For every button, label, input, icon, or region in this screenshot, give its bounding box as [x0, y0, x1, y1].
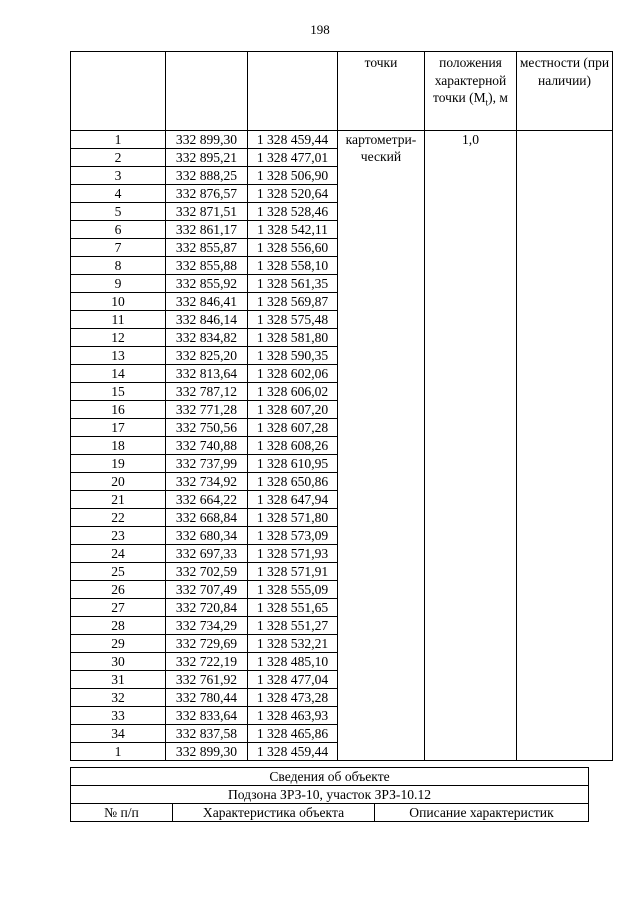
coordinate-y: 1 328 602,06 — [248, 365, 338, 383]
coordinate-y: 1 328 520,64 — [248, 185, 338, 203]
coordinate-y: 1 328 558,10 — [248, 257, 338, 275]
coordinate-x: 332 846,41 — [166, 293, 248, 311]
header-cell-accuracy: положения характерной точки $(M_t)$, м — [425, 52, 517, 131]
coordinate-y: 1 328 542,11 — [248, 221, 338, 239]
coordinate-y: 1 328 551,65 — [248, 599, 338, 617]
coordinate-x: 332 895,21 — [166, 149, 248, 167]
coordinate-x: 332 722,19 — [166, 653, 248, 671]
coordinate-x: 332 697,33 — [166, 545, 248, 563]
coordinates-table — [70, 51, 613, 761]
point-number: 14 — [71, 365, 166, 383]
coordinate-y: 1 328 477,01 — [248, 149, 338, 167]
coordinate-x: 332 834,82 — [166, 329, 248, 347]
coordinate-y: 1 328 551,27 — [248, 617, 338, 635]
coordinate-y: 1 328 459,44 — [248, 131, 338, 149]
point-number: 9 — [71, 275, 166, 293]
point-number: 11 — [71, 311, 166, 329]
header-cell-description: местности (при наличии) — [517, 52, 613, 131]
table-header-row — [71, 52, 613, 131]
point-number: 20 — [71, 473, 166, 491]
coordinate-x: 332 707,49 — [166, 581, 248, 599]
coordinate-x: 332 855,88 — [166, 257, 248, 275]
point-number: 17 — [71, 419, 166, 437]
point-number: 1 — [71, 131, 166, 149]
info-subtitle: Подзона ЗРЗ-10, участок ЗРЗ-10.12 — [71, 786, 589, 804]
point-number: 5 — [71, 203, 166, 221]
coordinate-y: 1 328 555,09 — [248, 581, 338, 599]
coordinate-y: 1 328 477,04 — [248, 671, 338, 689]
point-number: 33 — [71, 707, 166, 725]
accuracy-cell: 1,0 — [425, 131, 517, 761]
coordinate-y: 1 328 463,93 — [248, 707, 338, 725]
info-col-characteristic: Характеристика объекта — [173, 804, 375, 822]
coordinate-x: 332 780,44 — [166, 689, 248, 707]
header-cell-y — [248, 52, 338, 131]
coordinate-x: 332 729,69 — [166, 635, 248, 653]
point-number: 24 — [71, 545, 166, 563]
coordinate-y: 1 328 459,44 — [248, 743, 338, 761]
coordinate-y: 1 328 575,48 — [248, 311, 338, 329]
coordinate-x: 332 680,34 — [166, 527, 248, 545]
coordinate-y: 1 328 608,26 — [248, 437, 338, 455]
coordinate-y: 1 328 650,86 — [248, 473, 338, 491]
point-number: 27 — [71, 599, 166, 617]
point-number: 31 — [71, 671, 166, 689]
info-col-number: № п/п — [71, 804, 173, 822]
coordinate-x: 332 702,59 — [166, 563, 248, 581]
coordinate-y: 1 328 581,80 — [248, 329, 338, 347]
coordinate-y: 1 328 571,91 — [248, 563, 338, 581]
description-cell — [517, 131, 613, 761]
coordinate-y: 1 328 485,10 — [248, 653, 338, 671]
point-number: 2 — [71, 149, 166, 167]
point-number: 10 — [71, 293, 166, 311]
coordinate-y: 1 328 532,21 — [248, 635, 338, 653]
point-number: 32 — [71, 689, 166, 707]
info-title: Сведения об объекте — [71, 768, 589, 786]
point-number: 6 — [71, 221, 166, 239]
coordinate-x: 332 876,57 — [166, 185, 248, 203]
method-cell: картометри-ческий — [338, 131, 425, 761]
point-number: 21 — [71, 491, 166, 509]
coordinate-x: 332 899,30 — [166, 743, 248, 761]
point-number: 30 — [71, 653, 166, 671]
header-cell-number — [71, 52, 166, 131]
coordinate-y: 1 328 590,35 — [248, 347, 338, 365]
object-info-table — [70, 767, 589, 822]
coordinate-y: 1 328 607,28 — [248, 419, 338, 437]
coordinate-x: 332 737,99 — [166, 455, 248, 473]
table-row — [71, 131, 613, 149]
point-number: 7 — [71, 239, 166, 257]
coordinate-x: 332 855,87 — [166, 239, 248, 257]
coordinate-x: 332 837,58 — [166, 725, 248, 743]
coordinate-y: 1 328 571,80 — [248, 509, 338, 527]
coordinate-y: 1 328 607,20 — [248, 401, 338, 419]
coordinate-y: 1 328 465,86 — [248, 725, 338, 743]
coordinate-x: 332 750,56 — [166, 419, 248, 437]
point-number: 19 — [71, 455, 166, 473]
coordinate-y: 1 328 506,90 — [248, 167, 338, 185]
point-number: 26 — [71, 581, 166, 599]
coordinate-y: 1 328 569,87 — [248, 293, 338, 311]
coordinate-x: 332 720,84 — [166, 599, 248, 617]
info-col-description: Описание характеристик — [375, 804, 589, 822]
point-number: 18 — [71, 437, 166, 455]
coordinate-x: 332 825,20 — [166, 347, 248, 365]
point-number: 16 — [71, 401, 166, 419]
coordinate-y: 1 328 473,28 — [248, 689, 338, 707]
point-number: 23 — [71, 527, 166, 545]
coordinate-y: 1 328 606,02 — [248, 383, 338, 401]
coordinate-x: 332 668,84 — [166, 509, 248, 527]
point-number: 34 — [71, 725, 166, 743]
point-number: 28 — [71, 617, 166, 635]
page-number: 198 — [310, 22, 330, 37]
coordinate-x: 332 846,14 — [166, 311, 248, 329]
point-number: 25 — [71, 563, 166, 581]
point-number: 1 — [71, 743, 166, 761]
coordinate-x: 332 734,29 — [166, 617, 248, 635]
coordinate-x: 332 899,30 — [166, 131, 248, 149]
coordinate-x: 332 740,88 — [166, 437, 248, 455]
point-number: 29 — [71, 635, 166, 653]
point-number: 12 — [71, 329, 166, 347]
coordinate-y: 1 328 647,94 — [248, 491, 338, 509]
coordinate-y: 1 328 573,09 — [248, 527, 338, 545]
point-number: 13 — [71, 347, 166, 365]
coordinate-x: 332 813,64 — [166, 365, 248, 383]
point-number: 15 — [71, 383, 166, 401]
point-number: 3 — [71, 167, 166, 185]
coordinate-y: 1 328 571,93 — [248, 545, 338, 563]
coordinate-x: 332 771,28 — [166, 401, 248, 419]
coordinate-x: 332 761,92 — [166, 671, 248, 689]
coordinate-x: 332 871,51 — [166, 203, 248, 221]
coordinate-x: 332 833,64 — [166, 707, 248, 725]
coordinate-x: 332 861,17 — [166, 221, 248, 239]
header-cell-x — [166, 52, 248, 131]
coordinate-x: 332 734,92 — [166, 473, 248, 491]
coordinate-x: 332 855,92 — [166, 275, 248, 293]
coordinate-x: 332 888,25 — [166, 167, 248, 185]
point-number: 8 — [71, 257, 166, 275]
coordinate-y: 1 328 610,95 — [248, 455, 338, 473]
coordinate-x: 332 664,22 — [166, 491, 248, 509]
point-number: 4 — [71, 185, 166, 203]
coordinate-y: 1 328 561,35 — [248, 275, 338, 293]
coordinate-y: 1 328 556,60 — [248, 239, 338, 257]
point-number: 22 — [71, 509, 166, 527]
coordinate-x: 332 787,12 — [166, 383, 248, 401]
coordinate-y: 1 328 528,46 — [248, 203, 338, 221]
header-cell-method: точки — [338, 52, 425, 131]
